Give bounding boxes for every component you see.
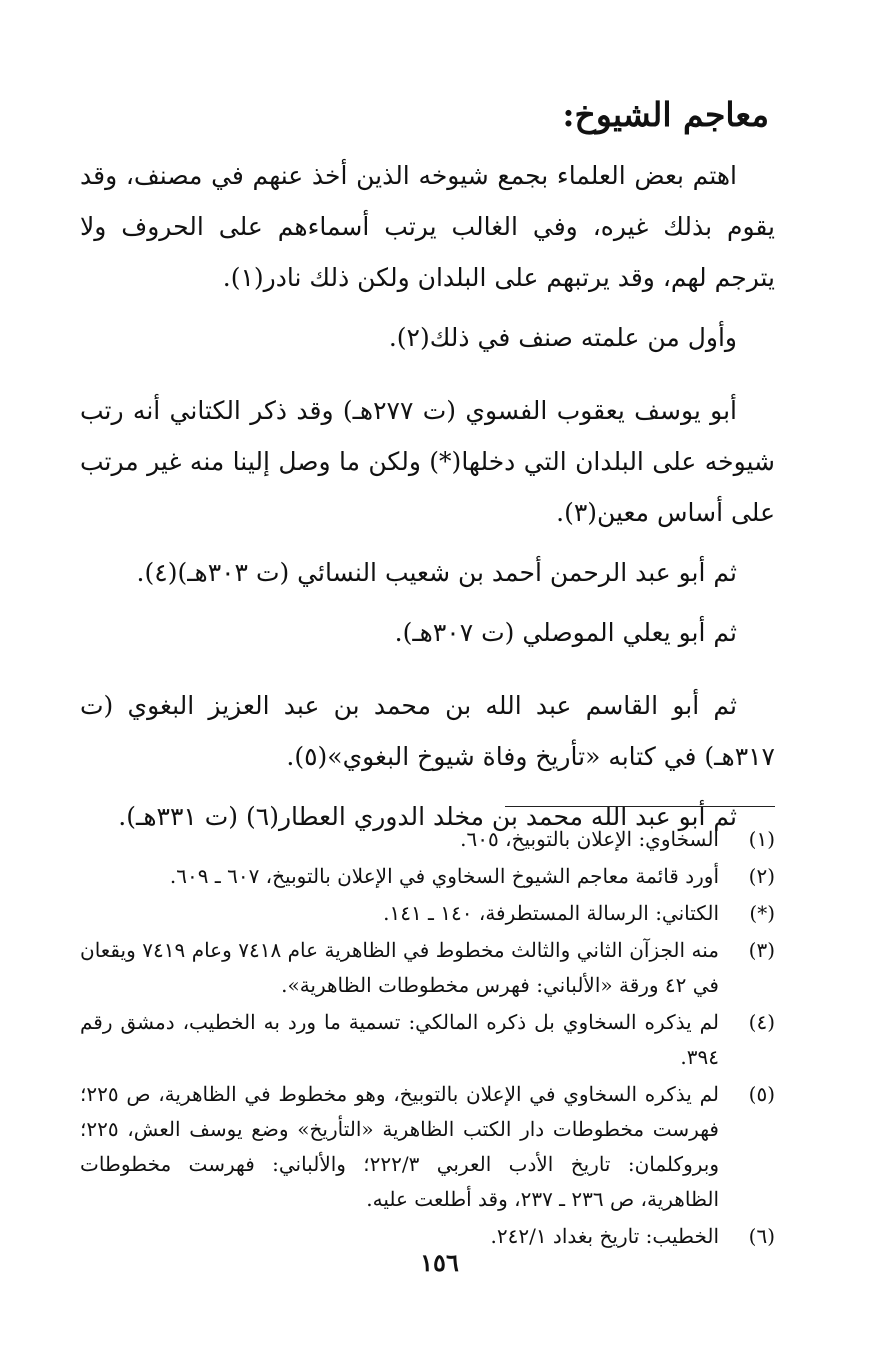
paragraph-mawsili: ثم أبو يعلي الموصلي (ت ٣٠٧هـ). bbox=[394, 618, 737, 647]
footnote-number: (*) bbox=[749, 901, 775, 925]
footnote-item bbox=[80, 859, 775, 894]
footnotes bbox=[80, 822, 775, 1256]
page-number: ١٥٦ bbox=[420, 1248, 459, 1277]
footnote-item bbox=[80, 1005, 775, 1075]
paragraph-first-author: وأول من علمته صنف في ذلك(٢). bbox=[388, 323, 737, 352]
footnote-text: الكتاني: الرسالة المستطرفة، ١٤٠ ـ ١٤١. bbox=[383, 901, 719, 925]
footnote-text: لم يذكره السخاوي بل ذكره المالكي: تسمية ما ورد به الخطيب، دمشق رقم ٣٩٤. bbox=[80, 1010, 719, 1069]
paragraph-fasawi: أبو يوسف يعقوب الفسوي (ت ٢٧٧هـ) وقد ذكر الكتاني أنه رتب شيوخه على البلدان التي دخلها(*) ولكن ما وصل إلينا منه غير مرتب على أساس معين(٣). bbox=[80, 396, 775, 527]
section-heading: معاجم الشيوخ: bbox=[562, 95, 769, 134]
paragraph-duri: ثم أبو عبد الله محمد بن مخلد الدوري العطار(٦) (ت ٣٣١هـ). bbox=[118, 802, 737, 831]
footnote-number: (٥) bbox=[748, 1082, 775, 1106]
footnote-number: (٣) bbox=[748, 938, 775, 962]
paragraph-nasai: ثم أبو عبد الرحمن أحمد بن شعيب النسائي (ت ٣٠٣هـ)(٤). bbox=[136, 558, 737, 587]
footnote-text: أورد قائمة معاجم الشيوخ السخاوي في الإعلان بالتوبيخ، ٦٠٧ ـ ٦٠٩. bbox=[169, 864, 719, 888]
body-text bbox=[80, 150, 775, 842]
footnote-text: منه الجزآن الثاني والثالث مخطوط في الظاهرية عام ٧٤١٨ وعام ٧٤١٩ ويقعان في ٤٢ ورقة «الألباني: فهرس مخطوطات الظاهرية». bbox=[80, 938, 719, 997]
footnote-text: لم يذكره السخاوي في الإعلان بالتوبيخ، وهو مخطوط في الظاهرية، ص ٢٢٥؛ فهرست مخطوطات دار الكتب الظاهرية «التأريخ» وضع يوسف العش، ٢٢٥؛ وبروكلمان: تاريخ الأدب العربي ٢٢٢/٣؛ والألباني: فهرست مخطوطات الظاهرية، ص ٢٣٦ ـ ٢٣٧، وقد أطلعت عليه. bbox=[80, 1082, 719, 1211]
footnote-number: (١) bbox=[748, 827, 775, 851]
footnote-item bbox=[80, 822, 775, 857]
footnote-text: السخاوي: الإعلان بالتوبيخ، ٦٠٥. bbox=[460, 827, 719, 851]
paragraph-baghawi: ثم أبو القاسم عبد الله بن محمد بن عبد العزيز البغوي (ت ٣١٧هـ) في كتابه «تأريخ وفاة شيوخ البغوي»(٥). bbox=[80, 691, 775, 771]
footnote-number: (٢) bbox=[748, 864, 775, 888]
footnote-item bbox=[80, 896, 775, 931]
footnote-item bbox=[80, 1077, 775, 1217]
footnote-divider bbox=[505, 806, 775, 807]
footnote-item bbox=[80, 933, 775, 1003]
footnote-number: (٤) bbox=[748, 1010, 775, 1034]
paragraph-intro: اهتم بعض العلماء بجمع شيوخه الذين أخذ عنهم في مصنف، وقد يقوم بذلك غيره، وفي الغالب يرتب أسماءهم على الحروف ولا يترجم لهم، وقد يرتبهم على البلدان ولكن ذلك نادر(١). bbox=[80, 161, 775, 292]
footnote-number: (٦) bbox=[748, 1224, 775, 1248]
footnote-text: الخطيب: تاريخ بغداد ٢٤٢/١. bbox=[490, 1224, 719, 1248]
